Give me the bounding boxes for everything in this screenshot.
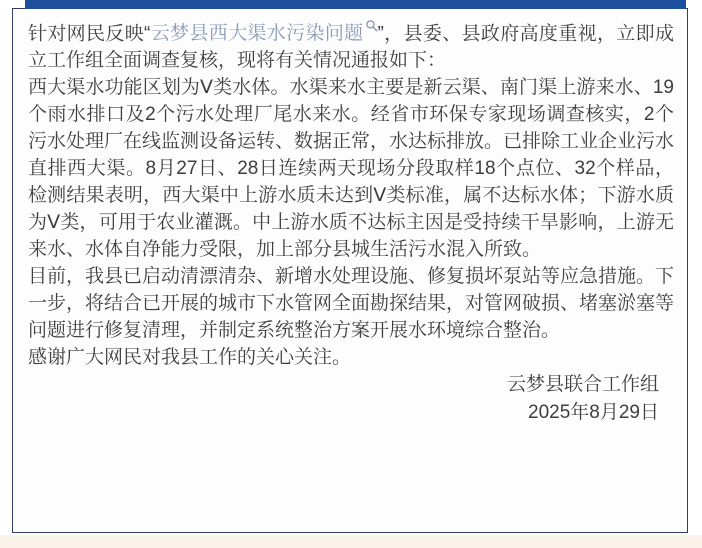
search-icon bbox=[365, 19, 378, 32]
search-term-text: 云梦县西大渠水污染问题 bbox=[150, 23, 364, 45]
intro-prefix: 针对网民反映“ bbox=[28, 23, 151, 45]
intro-suffix: ”，县委、县政府高度重视，立即成立工作组全面调查复核，现将有关情况通报如下： bbox=[28, 23, 674, 72]
signature-date: 2025年8月29日 bbox=[528, 402, 659, 424]
search-term-link[interactable] bbox=[150, 23, 377, 44]
bottom-strip bbox=[0, 535, 702, 548]
notice-body bbox=[13, 9, 687, 427]
paragraph-findings: 西大渠水功能区划为Ⅴ类水体。水渠来水主要是新云渠、南门渠上游来水、19个雨水排口及2个污水处理厂尾水来水。经省市环保专家现场调查核实，2个污水处理厂在线监测设备运转、数据正常，水达标排放。已排除工业企业污水直排西大渠。8月27日、28日连续两天现场分段取样18个点位、32个样品，检测结果表明，西大渠中上游水质未达到Ⅴ类标准，属不达标水体；下游水质为Ⅴ类，可用于农业灌溉。中上游水质不达标主因是受持续干旱影响，上游无来水、水体自净能力受限，加上部分县城生活污水混入所致。 bbox=[28, 77, 675, 261]
signature-block bbox=[28, 371, 674, 427]
top-accent-bar bbox=[25, 0, 686, 9]
signature-org: 云梦县联合工作组 bbox=[506, 374, 659, 396]
paragraph-measures: 目前，我县已启动清漂清杂、新增水处理设施、修复损坏泵站等应急措施。下一步，将结合已开展的城市下水管网全面勘探结果，对管网破损、堵塞淤塞等问题进行修复清理，并制定系统整治方案开展水环境综合整治。 bbox=[28, 266, 675, 342]
paragraph-thanks: 感谢广大网民对我县工作的关心关注。 bbox=[28, 347, 352, 369]
notice-frame bbox=[12, 8, 688, 533]
paragraph-intro bbox=[28, 19, 674, 74]
